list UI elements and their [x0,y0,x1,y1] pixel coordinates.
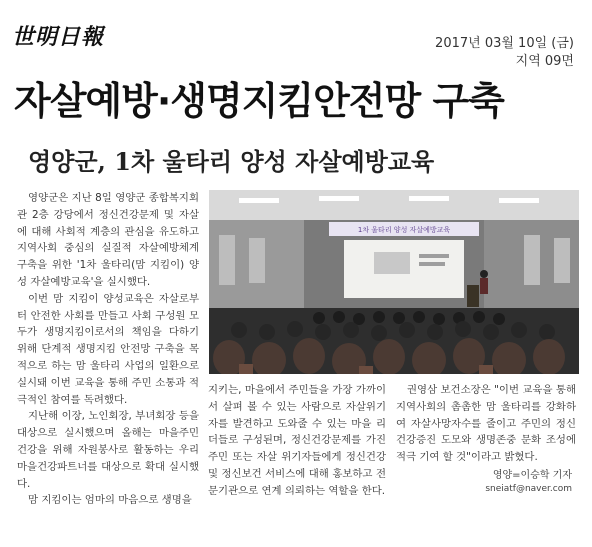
article-photo [209,190,579,374]
reporter-byline: 영양=이승학 기자 [492,470,572,481]
reporter-email: sneiatf@naver.com [485,484,572,494]
article-headline: 자살예방·생명지킴안전망 구축 [14,79,504,123]
page-section: 지역 09면 [515,54,574,69]
paragraph: 이번 맘 지킴이 양성교육은 자살로부터 안전한 사회를 만들고 사회 구성원 모두가 생명지킴이로서의 책임을 다하기 위해 단계적 생명지킴 안전망 구축을 목적으로 하는 맘 울타리 사업의 일환으로 실시돼 이번 교육을 통해 주민 소통과 적극적인 참여를 독려했다. [17,292,199,406]
paragraph: 지난해 이장, 노인회장, 부녀회장 등을 대상으로 실시했으며 올해는 마을주민 건강을 위해 자원봉사로 활동하는 우리 마을건강파트너를 대상으로 확대 실시했다. [17,410,199,490]
article-subheadline: 영양군, 1차 울타리 양성 자살예방교육 [28,147,435,176]
banner-text: 1차 울타리 양성 자살예방교육 [357,226,451,234]
paragraph: 맘 지킴이는 엄마의 마음으로 생명을 [28,494,192,507]
article-column-1 [17,190,199,509]
paragraph: 지키는, 마을에서 주민들을 가장 가까이서 살펴 볼 수 있는 사람으로 자살위기자를 발견하고 도와줄 수 있는 마을 리더들로 구성된며, 정신건강문제를 가진 주민 또는 자살 위기자들에게 정신건강 및 정신보건 서비스에 대해 홍보하고 전문기관으로 연계 의뢰하는 역할을 한다. [208,384,386,497]
paragraph: 영양군은 지난 8일 영양군 종합복지회관 2층 강당에서 정신건강문제 및 자살에 대해 사회적 계층의 관심을 유도하고 지역사회 중심의 실질적 자살예방체계 구축을 위한 '1차 울타리(맘 지킴이) 양성 자살예방교육'을 실시했다. [17,192,199,288]
publication-date: 2017년 03월 10일 (금) [435,36,574,51]
newspaper-masthead: 世明日報 [12,24,105,50]
lecture-hall-photo [209,190,579,374]
article-column-3 [396,382,576,466]
article-column-2 [208,382,386,500]
paragraph: 권영삼 보건소장은 "이번 교육을 통해 지역사회의 촘촘한 맘 울타리를 강화하여 자살사망자수를 줄이고 주민의 정신건강증진 도모와 생명존중 문화 조성에 적극 기여 할 것"이라고 밝혔다. [396,384,576,464]
